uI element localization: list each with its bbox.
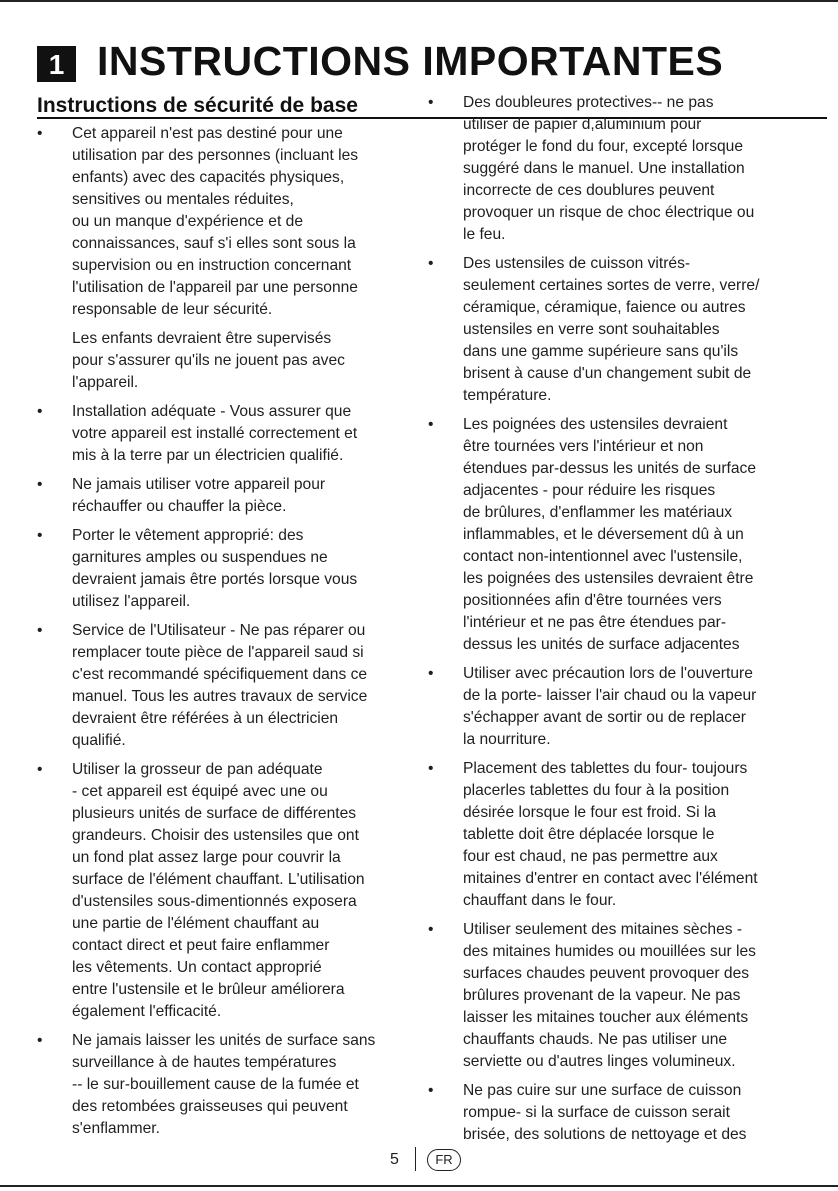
bullet-text-line: réchauffer ou chauffer la pièce. — [72, 498, 287, 515]
bullet-text-line: Des doubleures protectives-- ne pas — [463, 94, 714, 111]
bullet-text-line: Utiliser avec précaution lors de l'ouverture — [463, 665, 753, 682]
bullet-text-line: l'appareil. — [72, 374, 139, 391]
bullet-text-line: suggéré dans le manuel. Une installation — [463, 160, 745, 177]
bullet-item — [428, 92, 800, 246]
bullet-item — [428, 1080, 800, 1146]
bullet-text-line: responsable de leur sécurité. — [72, 301, 273, 318]
bullet-marker: • — [428, 921, 434, 938]
bullet-text-line: surface de l'élément chauffant. L'utilisation — [72, 871, 365, 888]
bullet-text-line: brisent à cause d'un changement subit de — [463, 365, 752, 382]
bullet-item — [37, 401, 409, 467]
bullet-marker: • — [37, 403, 43, 420]
bullet-text-line: Cet appareil n'est pas destiné pour une — [72, 125, 343, 142]
bullet-text-line: supervision ou en instruction concernant — [72, 257, 352, 274]
bullet-text-line: contact direct et peut faire enflammer — [72, 937, 330, 954]
bullet-text-line: c'est recommandé spécifiquement dans ce — [72, 666, 368, 683]
bullet-text-line: les vêtements. Un contact approprié — [72, 959, 322, 976]
bullet-text-line: de la porte- laisser l'air chaud ou la vapeur — [463, 687, 757, 704]
bullet-text-line: qualifié. — [72, 732, 126, 749]
bullet-text-line: Porter le vêtement approprié: des — [72, 527, 304, 544]
bullet-marker: • — [37, 1032, 43, 1049]
bullet-marker: • — [428, 94, 434, 111]
footer-separator — [415, 1147, 416, 1171]
bullet-text-line: s'enflammer. — [72, 1120, 160, 1137]
bullet-text-line: laisser les mitaines toucher aux éléments — [463, 1009, 749, 1026]
bullet-text-line: remplacer toute pièce de l'appareil saud si — [72, 644, 364, 661]
bullet-item — [37, 525, 409, 613]
bullet-text-line: également l'efficacité. — [72, 1003, 222, 1020]
bullet-text-line: Installation adéquate - Vous assurer que — [72, 403, 352, 420]
bullet-text-line: adjacentes - pour réduire les risques — [463, 482, 716, 499]
bullet-text-line: protéger le fond du four, excepté lorsque — [463, 138, 744, 155]
bullet-text-line: inflammables, et le déversement dû à un — [463, 526, 744, 543]
bottom-rule — [0, 1185, 838, 1187]
bullet-marker: • — [37, 125, 43, 142]
bullet-text-line: chauffants chauds. Ne pas utiliser une — [463, 1031, 728, 1048]
bullet-text-line: incorrecte de ces doublures peuvent — [463, 182, 715, 199]
bullet-marker: • — [428, 255, 434, 272]
bullet-marker: • — [37, 761, 43, 778]
bullet-text-line: brisée, des solutions de nettoyage et des — [463, 1126, 747, 1143]
bullet-text-line: -- le sur-bouillement cause de la fumée et — [72, 1076, 359, 1093]
bullet-item — [428, 253, 800, 407]
bullet-text-line: surveillance à de hautes températures — [72, 1054, 337, 1071]
bullet-text-line: rompue- si la surface de cuisson serait — [463, 1104, 730, 1121]
left-column — [37, 123, 409, 1147]
chapter-header — [37, 38, 827, 84]
bullet-text-line: devraient jamais être portés lorsque vous — [72, 571, 358, 588]
bullet-marker: • — [37, 527, 43, 544]
bullet-text-line: l'utilisation de l'appareil par une personne — [72, 279, 358, 296]
bullet-text-line: chauffant dans le four. — [463, 892, 617, 909]
bullet-text-line: dans une gamme supérieure sans qu'ils — [463, 343, 739, 360]
bullet-text-line: - cet appareil est équipé avec une ou — [72, 783, 328, 800]
bullet-text-line: de brûlures, d'enflammer les matériaux — [463, 504, 733, 521]
bullet-item — [37, 1030, 409, 1140]
bullet-text-line: connaissances, sauf s'i elles sont sous la — [72, 235, 356, 252]
bullet-text-line: enfants) avec des capacités physiques, — [72, 169, 345, 186]
right-column — [428, 92, 800, 1153]
bullet-text-line: placerles tablettes du four à la position — [463, 782, 730, 799]
chapter-number-badge: 1 — [37, 46, 76, 82]
bullet-text-line: votre appareil est installé correctement et — [72, 425, 358, 442]
bullet-text-line: surfaces chaudes peuvent provoquer des — [463, 965, 750, 982]
bullet-text-line: dessus les unités de surface adjacentes — [463, 636, 740, 653]
bullet-text-line: tablette doit être déplacée lorsque le — [463, 826, 715, 843]
bullet-text-line: utilisation par des personnes (incluant les — [72, 147, 359, 164]
chapter-title: INSTRUCTIONS IMPORTANTES — [97, 38, 724, 84]
bullet-item — [428, 414, 800, 656]
bullet-text-line: devraient être référées à un électricien — [72, 710, 339, 727]
section-heading: Instructions de sécurité de base — [37, 94, 358, 117]
bullet-text-line: Service de l'Utilisateur - Ne pas réparer ou — [72, 622, 366, 639]
bullet-text-line: température. — [463, 387, 552, 404]
bullet-text-line: le feu. — [463, 226, 506, 243]
bullet-text-line: Ne jamais utiliser votre appareil pour — [72, 476, 326, 493]
bullet-text-line: des retombées graisseuses qui peuvent — [72, 1098, 348, 1115]
language-badge: FR — [427, 1149, 461, 1171]
page-footer — [0, 1147, 838, 1173]
bullet-text-line: les poignées des ustensiles devraient être — [463, 570, 754, 587]
bullet-text-line: d'ustensiles sous-dimentionnés exposera — [72, 893, 357, 910]
bullet-text-line: Placement des tablettes du four- toujours — [463, 760, 748, 777]
bullet-text-line: Ne jamais laisser les unités de surface sans — [72, 1032, 376, 1049]
bullet-text-line: ustensiles en verre sont souhaitables — [463, 321, 720, 338]
bullet-text-line: pour s'assurer qu'ils ne jouent pas avec — [72, 352, 345, 369]
bullet-text-line: ou un manque d'expérience et de — [72, 213, 303, 230]
bullet-marker: • — [428, 760, 434, 777]
bullet-text-line: étendues par-dessus les unités de surface — [463, 460, 756, 477]
bullet-text-line: Ne pas cuire sur une surface de cuisson — [463, 1082, 742, 1099]
bullet-text-line: Utiliser seulement des mitaines sèches - — [463, 921, 743, 938]
bullet-text-line: manuel. Tous les autres travaux de service — [72, 688, 368, 705]
bullet-text-line: Les poignées des ustensiles devraient — [463, 416, 728, 433]
bullet-text-line: une partie de l'élément chauffant au — [72, 915, 320, 932]
bullet-item — [37, 759, 409, 1023]
bullet-text-line: des mitaines humides ou mouillées sur les — [463, 943, 756, 960]
bullet-text-line: céramique, céramique, faience ou autres — [463, 299, 746, 316]
bullet-text-line: être tournées vers l'intérieur et non — [463, 438, 704, 455]
bullet-text-line: seulement certaines sortes de verre, verre/ — [463, 277, 760, 294]
bullet-marker: • — [37, 622, 43, 639]
bullet-text-line: serviette ou d'autres linges volumineux. — [463, 1053, 736, 1070]
top-rule — [0, 0, 838, 2]
bullet-text-line: utiliser de papier d,aluminium pour — [463, 116, 702, 133]
page-number: 5 — [390, 1151, 399, 1168]
bullet-marker: • — [428, 665, 434, 682]
bullet-text-line: garnitures amples ou suspendues ne — [72, 549, 328, 566]
bullet-text-line: mitaines d'entrer en contact avec l'élément — [463, 870, 758, 887]
bullet-marker: • — [37, 476, 43, 493]
bullet-text-line: l'intérieur et ne pas être étendues par- — [463, 614, 727, 631]
bullet-text-line: brûlures provenant de la vapeur. Ne pas — [463, 987, 741, 1004]
bullet-text-line: la nourriture. — [463, 731, 551, 748]
bullet-text-line: un fond plat assez large pour couvrir la — [72, 849, 341, 866]
bullet-item — [428, 758, 800, 912]
bullet-item — [428, 919, 800, 1073]
bullet-marker: • — [428, 416, 434, 433]
bullet-text-line: grandeurs. Choisir des ustensiles que ont — [72, 827, 359, 844]
bullet-text-line: four est chaud, ne pas permettre aux — [463, 848, 718, 865]
bullet-marker: • — [428, 1082, 434, 1099]
bullet-text-line: plusieurs unités de surface de différentes — [72, 805, 357, 822]
bullet-text-line: Des ustensiles de cuisson vitrés- — [463, 255, 691, 272]
bullet-item — [428, 663, 800, 751]
bullet-item — [37, 123, 409, 394]
bullet-text-line: contact non-intentionnel avec l'ustensile, — [463, 548, 743, 565]
bullet-text-line: désirée lorsque le four est froid. Si la — [463, 804, 717, 821]
bullet-text-line: positionnées afin d'être tournées vers — [463, 592, 722, 609]
bullet-text-line: s'échapper avant de sortir ou de replacer — [463, 709, 746, 726]
bullet-text-line: entre l'ustensile et le brûleur améliorera — [72, 981, 345, 998]
bullet-item — [37, 474, 409, 518]
bullet-text-line: Utiliser la grosseur de pan adéquate — [72, 761, 323, 778]
bullet-text-line: sensitives ou mentales réduites, — [72, 191, 294, 208]
bullet-text-line: provoquer un risque de choc électrique ou — [463, 204, 755, 221]
bullet-item — [37, 620, 409, 752]
bullet-text-line: mis à la terre par un électricien qualifié. — [72, 447, 344, 464]
bullet-text-line: utilisez l'appareil. — [72, 593, 191, 610]
bullet-text-line: Les enfants devraient être supervisés — [72, 330, 332, 347]
